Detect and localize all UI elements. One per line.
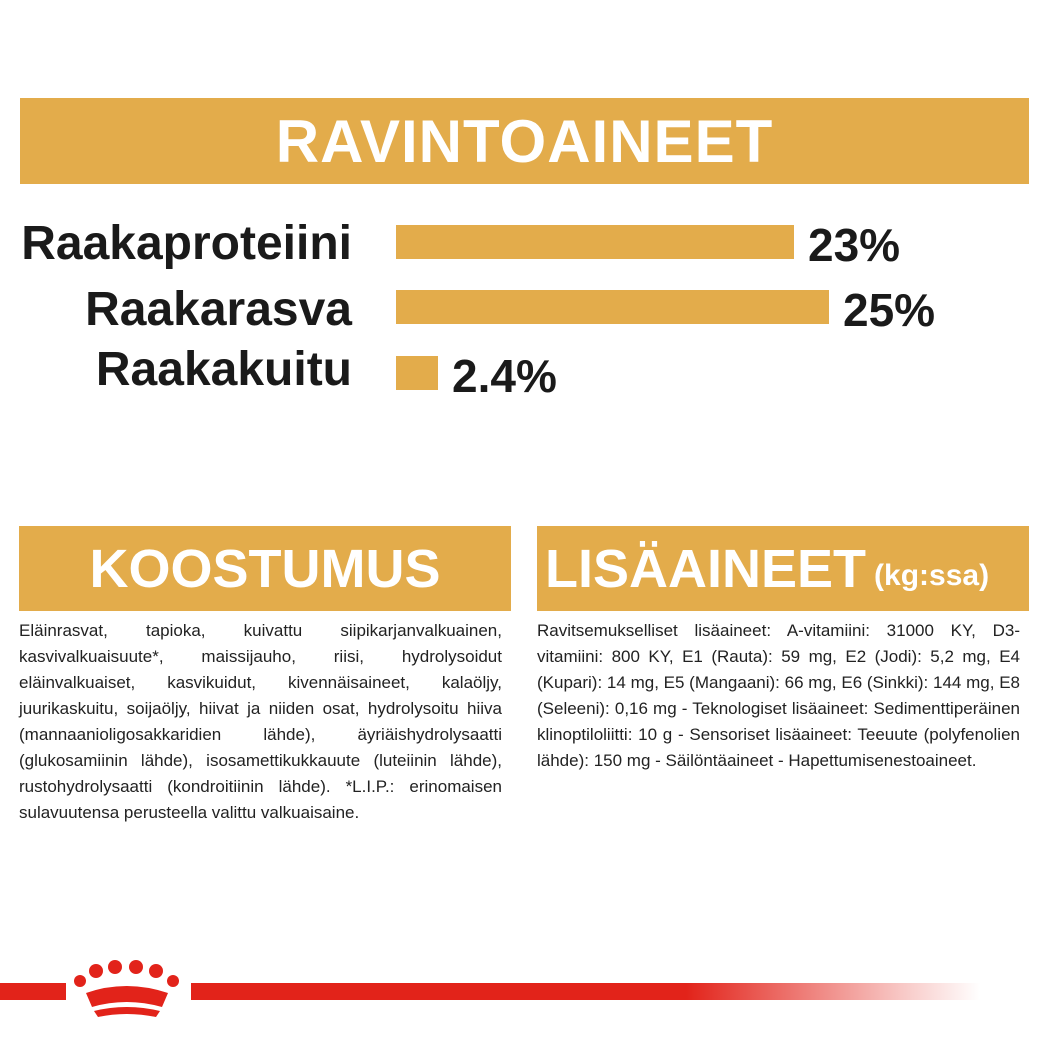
- nutrients-title: RAVINTOAINEET: [275, 107, 774, 175]
- nutrient-label: Raakaproteiini: [21, 217, 352, 270]
- additives-text: Ravitsemukselliset lisäaineet: A-vitamiini: 31000 KY, D3-vitamiini: 800 KY, E1 (Rauta): 59 mg, E2 (Jodi): 5,2 mg, E4 (Kupari): 14 mg, E5 (Mangaani): 66 mg, E6 (Sinkki): 144 mg, E8 (Seleeni): 0,16 mg - Teknologiset lisäaineet: Sedimenttiperäinen klinoptiloliitti: 10 g - Sensoriset lisäaineet: Teeuute (polyfenolien lähde): 150 mg - Säilöntäaineet - Hapettumisenestoaineet.: [537, 621, 1020, 770]
- royal-canin-crown-icon: [66, 957, 191, 1023]
- nutrient-value: 23%: [808, 219, 901, 271]
- nutrient-bar: [396, 290, 829, 324]
- nutrient-bar: [396, 225, 794, 259]
- composition-text: Eläinrasvat, tapioka, kuivattu siipikarjanvalkuainen, kasvivalkuaisuute*, maissijauho, riisi, hydrolysoidut eläinvalkuaiset, kasvikuidut, kivennäisaineet, kalaöljy, juurikaskuitu, soijaöljy, hiivat ja niiden osat, hydrolysoitu hiiva (mannaanioligosakkaridien lähde), äyriäishydrolysaatti (glukosamiinin lähde), isosamettikukkauute (luteiinin lähde), rustohydrolysaatti (kondroitiinin lähde). *L.I.P.: erinomaisen sulavuutensa perusteella valittu valkuaisaine.: [19, 621, 502, 822]
- royal-canin-crown-icon: [66, 957, 191, 1023]
- additives-banner: [537, 526, 1029, 611]
- nutrient-label: Raakakuitu: [95, 343, 352, 396]
- additives-title: LISÄAINEET: [545, 538, 867, 599]
- nutrient-value: 2.4%: [452, 350, 557, 402]
- nutrients-banner: [20, 98, 1029, 184]
- nutrient-bar: [396, 356, 438, 390]
- composition-title: KOOSTUMUS: [89, 538, 441, 599]
- composition-banner: [19, 526, 511, 611]
- additives-unit: (kg:ssa): [874, 558, 990, 592]
- nutrient-label: Raakarasva: [85, 283, 352, 336]
- nutrient-value: 25%: [843, 284, 936, 336]
